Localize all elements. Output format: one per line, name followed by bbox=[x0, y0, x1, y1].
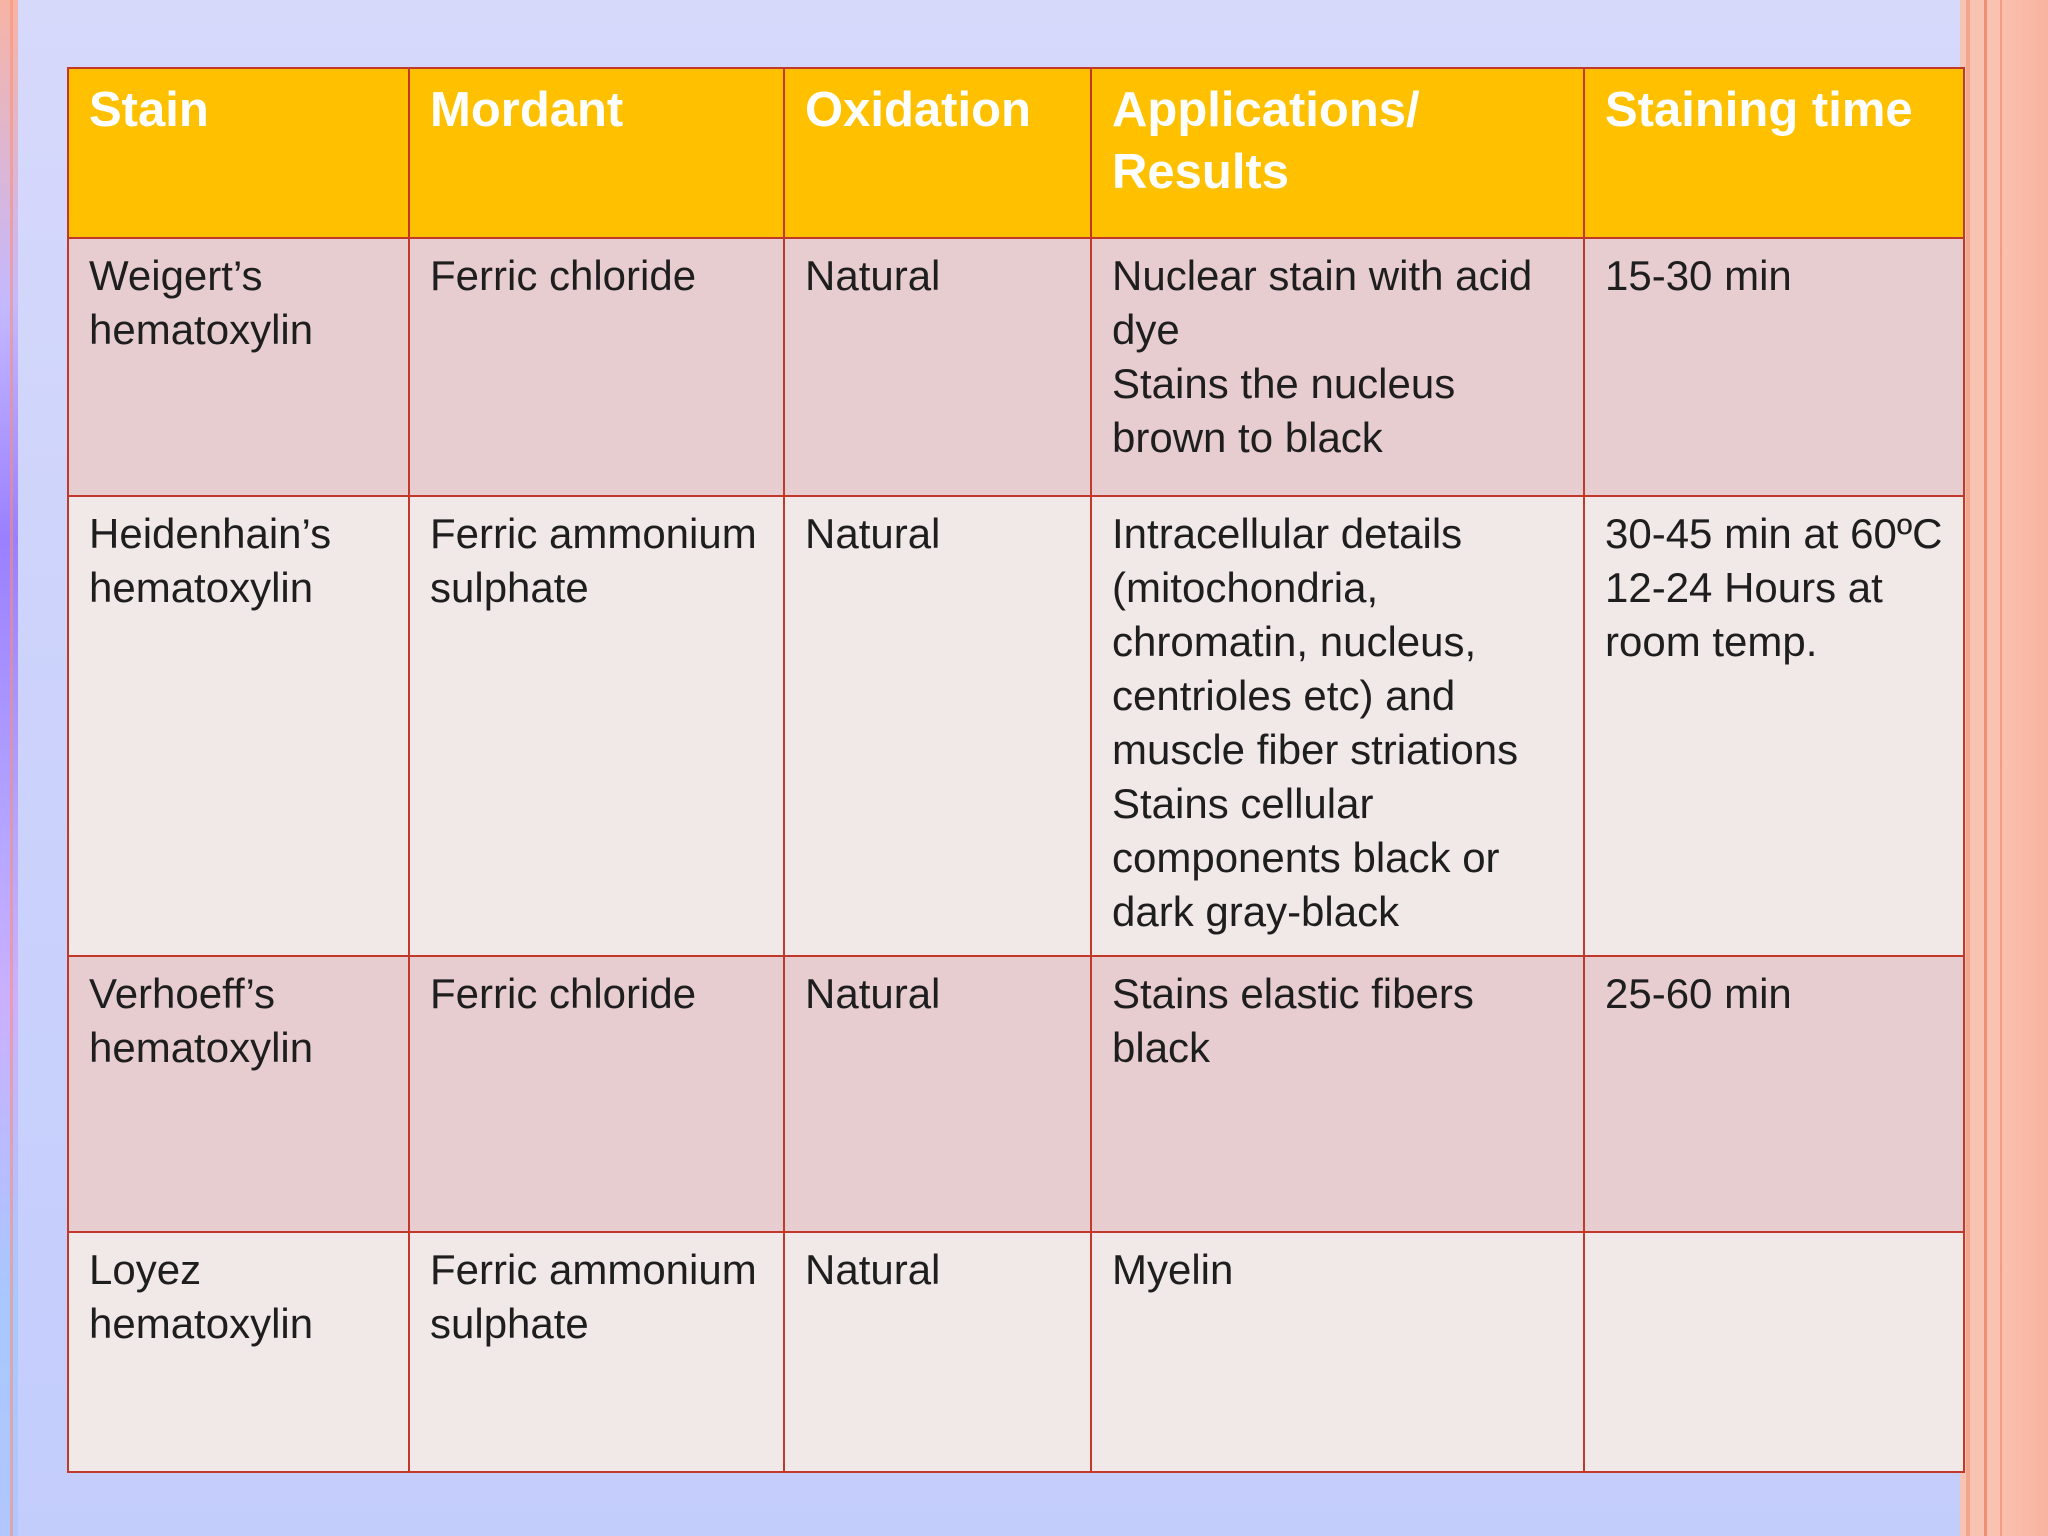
header-applications-line: Results bbox=[1112, 145, 1290, 199]
applications-line: Nuclear stain with acid dye bbox=[1112, 252, 1533, 353]
staining-time-line: 30-45 min at 60ºC bbox=[1605, 510, 1943, 557]
table-header-row bbox=[68, 68, 1964, 238]
table-row bbox=[68, 1232, 1964, 1472]
cell-oxidation: Natural bbox=[784, 1232, 1091, 1472]
header-oxidation: Oxidation bbox=[784, 68, 1091, 238]
cell-oxidation: Natural bbox=[784, 238, 1091, 496]
hematoxylin-stains-table bbox=[67, 67, 1965, 1473]
cell-staining-time bbox=[1584, 956, 1964, 1232]
header-applications-line: Applications/ bbox=[1112, 83, 1420, 137]
applications-line: Stains elastic fibers black bbox=[1112, 970, 1474, 1071]
header-applications bbox=[1091, 68, 1584, 238]
right-decorative-border bbox=[1960, 0, 2048, 1536]
cell-stain: Weigert’s hematoxylin bbox=[68, 238, 409, 496]
cell-stain: Loyez hematoxylin bbox=[68, 1232, 409, 1472]
cell-applications bbox=[1091, 1232, 1584, 1472]
right-decorative-stripe bbox=[1984, 0, 1987, 1536]
cell-applications bbox=[1091, 956, 1584, 1232]
cell-stain: Heidenhain’s hematoxylin bbox=[68, 496, 409, 956]
staining-time-line: 15-30 min bbox=[1605, 252, 1792, 299]
table-row bbox=[68, 956, 1964, 1232]
header-staining-time: Staining time bbox=[1584, 68, 1964, 238]
table-row bbox=[68, 496, 1964, 956]
cell-oxidation: Natural bbox=[784, 956, 1091, 1232]
header-stain: Stain bbox=[68, 68, 409, 238]
cell-mordant: Ferric ammonium sulphate bbox=[409, 1232, 784, 1472]
cell-mordant: Ferric chloride bbox=[409, 238, 784, 496]
left-decorative-border bbox=[0, 0, 18, 1536]
right-decorative-stripe bbox=[1966, 0, 1970, 1536]
applications-line: Stains cellular components black or dark gray-black bbox=[1112, 780, 1500, 935]
cell-staining-time bbox=[1584, 496, 1964, 956]
cell-staining-time bbox=[1584, 238, 1964, 496]
left-decorative-stripe bbox=[10, 0, 13, 1536]
table-row bbox=[68, 238, 1964, 496]
cell-stain: Verhoeff’s hematoxylin bbox=[68, 956, 409, 1232]
cell-oxidation: Natural bbox=[784, 496, 1091, 956]
applications-line: Myelin bbox=[1112, 1246, 1234, 1293]
applications-line: Stains the nucleus brown to black bbox=[1112, 360, 1456, 461]
cell-mordant: Ferric chloride bbox=[409, 956, 784, 1232]
cell-applications bbox=[1091, 238, 1584, 496]
staining-time-line: 25-60 min bbox=[1605, 970, 1792, 1017]
applications-line: Intracellular details (mitochondria, chromatin, nucleus, centrioles etc) and muscle fiber striations bbox=[1112, 510, 1519, 773]
cell-mordant: Ferric ammonium sulphate bbox=[409, 496, 784, 956]
cell-staining-time bbox=[1584, 1232, 1964, 1472]
staining-time-line: 12-24 Hours at room temp. bbox=[1605, 564, 1883, 665]
right-decorative-stripe bbox=[2000, 0, 2002, 1536]
cell-applications bbox=[1091, 496, 1584, 956]
header-mordant: Mordant bbox=[409, 68, 784, 238]
